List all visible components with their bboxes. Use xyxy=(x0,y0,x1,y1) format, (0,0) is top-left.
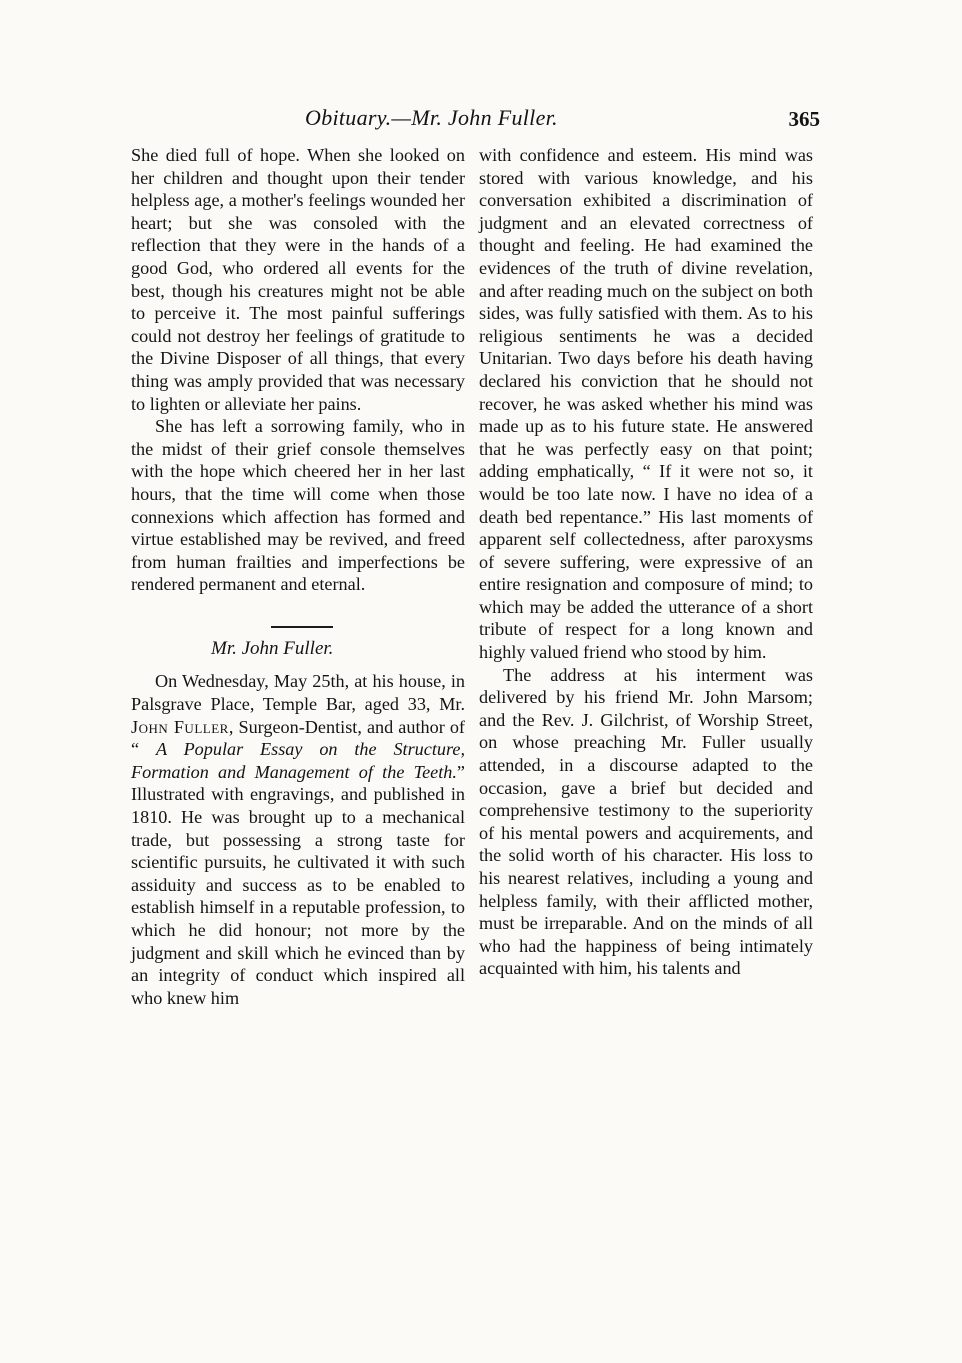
subject-name: John Fuller xyxy=(131,716,229,737)
paragraph-character: with confidence and esteem. His mind was stored with various knowledge, and his conversation exhibited a discrimination of judgment and an elevated correctness of thought and feeling. He had examined the evidences of the truth of divine revelation, and after reading much on the subject on both sides, was fully satisfied with them. As to his religious sentiments he was a decided Unitarian. Two days before his death having declared his conviction that he should not recover, he was asked whether his mind was made up as to his future state. He answered that he was perfectly easy on that point; adding emphatically, “ If it were not so, it would be too late now. I have no idea of a death bed repentance.” His last moments of apparent self collectedness, after paroxysms of severe suffering, were expressive of an entire resignation and composure of mind; to which may be added the utterance of a short tribute of respect for a long known and highly valued friend who stood by him. xyxy=(479,145,813,663)
intro-text-3: ” Illustrated with engravings, and published in 1810. He was brought up to a mechanical trade, but possessing a strong taste for scientific pursuits, he cultivated it with such assiduity and success as to be enabled to establish himself in a reputable profession, to which he did honour; not more by the judgment and skill which he evinced than by an integrity of conduct which inspired all who knew him xyxy=(131,761,465,1008)
paragraph-interment: The address at his interment was delivered by his friend Mr. John Marsom; and the Rev. J. Gilchrist, of Worship Street, on whose preaching Mr. Fuller usually attended, in a discourse adapted to the occasion, gave a brief but decided and comprehensive testimony to the superiority of his mental powers and acquirements, and the solid worth of his character. His loss to his nearest relatives, including a young and helpless family, with their afflicted mother, must be irreparable. And on the minds of all who had the happiness of being intimately acquainted with him, his talents and xyxy=(479,664,813,979)
intro-text: On Wednesday, May 25th, at his house, in Palsgrave Place, Temple Bar, aged 33, Mr. xyxy=(131,671,465,715)
paragraph-john-fuller-intro xyxy=(131,670,465,1009)
paragraph-death-of-mother: She died full of hope. When she looked on her children and thought upon their tender helpless age, a mother's feelings wounded her heart; but she was consoled with the reflection that they were in the hands of a good God, who ordered all events for the best, though his creatures might not be able to perceive it. The most painful sufferings could not destroy her feelings of gratitude to the Divine Disposer of all things, that every thing was amply provided that was necessary to lighten or alleviate her pains. xyxy=(131,145,465,414)
page-number: 365 xyxy=(788,107,820,131)
left-column xyxy=(131,144,465,1009)
right-column xyxy=(479,144,813,980)
book-title: A Popular Essay on the Structure, Formation and Management of the Teeth. xyxy=(131,739,466,782)
paragraph-sorrowing-family: She has left a sorrowing family, who in the midst of their grief console themselves with the hope which cheered her in her last hours, that the time will come when those connexions which affection has formed and virtue established may be revived, and freed from human frailties and imperfections be rendered permanent and eternal. xyxy=(131,416,465,595)
intro-text-2: , Surgeon-Dentist, and author of “ xyxy=(131,716,465,760)
page-header xyxy=(130,105,820,139)
section-divider xyxy=(271,626,333,628)
obituary-heading: Mr. John Fuller. xyxy=(211,637,334,659)
running-head: Obituary.—Mr. John Fuller. xyxy=(305,105,558,130)
